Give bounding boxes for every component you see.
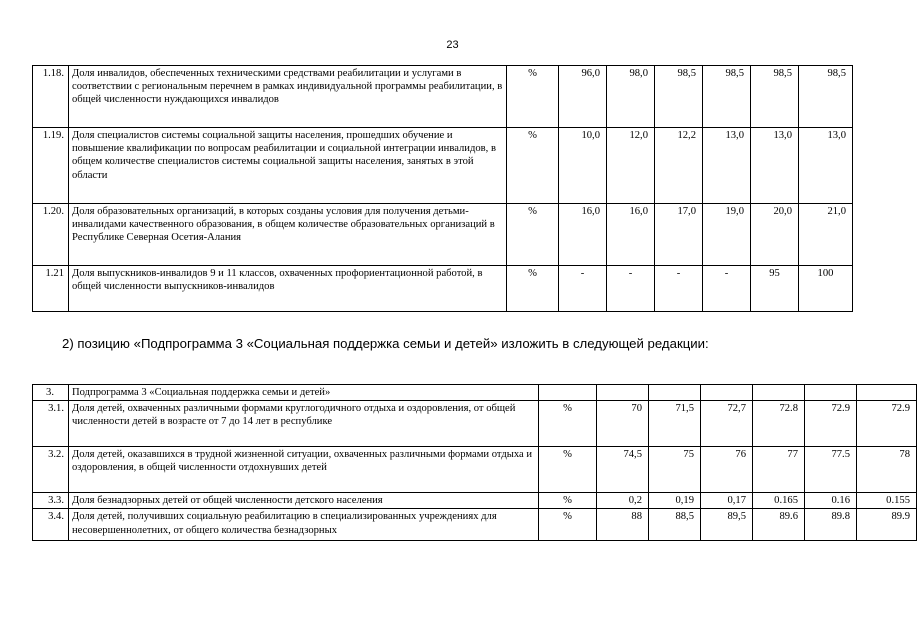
row-value: 88,5 [649, 509, 701, 541]
row-description: Доля специалистов системы социальной защиты населения, прошедших обучение и повышение квалификации по вопросам реабилитации и социальной интеграции инвалидов, в общем количестве специалистов системы социальной защиты населения, занятых в этой области [69, 128, 507, 204]
row-value: 0.155 [857, 493, 917, 509]
table-row [33, 204, 853, 266]
row-value: 72.9 [805, 401, 857, 447]
row-number: 3.2. [33, 447, 69, 493]
row-value: - [559, 266, 607, 312]
subprogram-title: Подпрограмма 3 «Социальная поддержка семьи и детей» [69, 385, 539, 401]
row-value: 98,5 [703, 66, 751, 128]
row-unit: % [539, 493, 597, 509]
empty-cell [597, 385, 649, 401]
row-value: 0.165 [753, 493, 805, 509]
row-value: 72.9 [857, 401, 917, 447]
table2-body [33, 385, 917, 541]
row-value: 17,0 [655, 204, 703, 266]
row-number: 3.1. [33, 401, 69, 447]
row-value: 89.6 [753, 509, 805, 541]
row-value: 98,5 [655, 66, 703, 128]
row-value: - [703, 266, 751, 312]
row-description: Доля детей, оказавшихся в трудной жизненной ситуации, охваченных различными формами отдыха и оздоровления, в общей численности отдохнувших детей [69, 447, 539, 493]
row-value: 13,0 [751, 128, 799, 204]
amendment-instruction: 2) позицию «Подпрограмма 3 «Социальная поддержка семьи и детей» изложить в следующей редакции: [62, 336, 709, 351]
row-value: 76 [701, 447, 753, 493]
row-value: 72.8 [753, 401, 805, 447]
row-value: 74,5 [597, 447, 649, 493]
table-row [33, 401, 917, 447]
row-number: 1.18. [33, 66, 69, 128]
table-row [33, 128, 853, 204]
row-value: 19,0 [703, 204, 751, 266]
row-value: 89,5 [701, 509, 753, 541]
row-value: 75 [649, 447, 701, 493]
row-unit: % [507, 266, 559, 312]
row-description: Доля выпускников-инвалидов 9 и 11 классов, охваченных профориентационной работой, в общей численности выпускников-инвалидов [69, 266, 507, 312]
row-value: 21,0 [799, 204, 853, 266]
row-value: 88 [597, 509, 649, 541]
row-value: 95 [751, 266, 799, 312]
row-unit: % [539, 509, 597, 541]
row-value: 100 [799, 266, 853, 312]
table-row [33, 447, 917, 493]
row-description: Доля образовательных организаций, в которых созданы условия для получения детьми-инвалидами качественного образования, в общем количестве образовательных организаций в Республике Северная Осетия-Алания [69, 204, 507, 266]
row-value: 72,7 [701, 401, 753, 447]
row-value: 96,0 [559, 66, 607, 128]
row-description: Доля безнадзорных детей от общей численности детского населения [69, 493, 539, 509]
row-value: 98,5 [751, 66, 799, 128]
row-value: 10,0 [559, 128, 607, 204]
row-value: 12,0 [607, 128, 655, 204]
row-unit: % [507, 66, 559, 128]
table1-body [33, 66, 853, 312]
row-number: 3. [33, 385, 69, 401]
row-value: 13,0 [703, 128, 751, 204]
row-value: 0,19 [649, 493, 701, 509]
row-value: 0,17 [701, 493, 753, 509]
empty-cell [649, 385, 701, 401]
row-value: 0.16 [805, 493, 857, 509]
row-number: 1.19. [33, 128, 69, 204]
row-value: 12,2 [655, 128, 703, 204]
table-row [33, 266, 853, 312]
row-description: Доля инвалидов, обеспеченных техническими средствами реабилитации и услугами в соответствии с региональным перечнем в рамках индивидуальной программы реабилитации, в общей численности нуждающихся инвалидов [69, 66, 507, 128]
row-value: - [655, 266, 703, 312]
table-row [33, 66, 853, 128]
row-number: 3.3. [33, 493, 69, 509]
row-value: 77.5 [805, 447, 857, 493]
row-value: 0,2 [597, 493, 649, 509]
page-number: 23 [446, 39, 459, 51]
row-description: Доля детей, получивших социальную реабилитацию в специализированных учреждениях для несовершеннолетних, от общего количества безнадзорных [69, 509, 539, 541]
row-number: 1.20. [33, 204, 69, 266]
table-row [33, 493, 917, 509]
empty-cell [701, 385, 753, 401]
row-unit: % [539, 401, 597, 447]
row-value: 16,0 [559, 204, 607, 266]
empty-cell [857, 385, 917, 401]
row-value: 78 [857, 447, 917, 493]
row-value: 20,0 [751, 204, 799, 266]
empty-cell [539, 385, 597, 401]
row-number: 3.4. [33, 509, 69, 541]
row-value: 77 [753, 447, 805, 493]
row-value: - [607, 266, 655, 312]
row-unit: % [507, 204, 559, 266]
row-value: 13,0 [799, 128, 853, 204]
row-value: 70 [597, 401, 649, 447]
row-value: 16,0 [607, 204, 655, 266]
indicators-table-subprogram-1 [32, 65, 853, 312]
row-description: Доля детей, охваченных различными формами круглогодичного отдыха и оздоровления, от общей численности детей в возрасте от 7 до 14 лет в республике [69, 401, 539, 447]
row-unit: % [539, 447, 597, 493]
row-value: 98,5 [799, 66, 853, 128]
empty-cell [805, 385, 857, 401]
row-value: 98,0 [607, 66, 655, 128]
table-row [33, 509, 917, 541]
empty-cell [753, 385, 805, 401]
table-row-subprogram-header [33, 385, 917, 401]
row-value: 89.8 [805, 509, 857, 541]
row-value: 89.9 [857, 509, 917, 541]
row-number: 1.21 [33, 266, 69, 312]
row-value: 71,5 [649, 401, 701, 447]
row-unit: % [507, 128, 559, 204]
indicators-table-subprogram-3 [32, 384, 917, 541]
